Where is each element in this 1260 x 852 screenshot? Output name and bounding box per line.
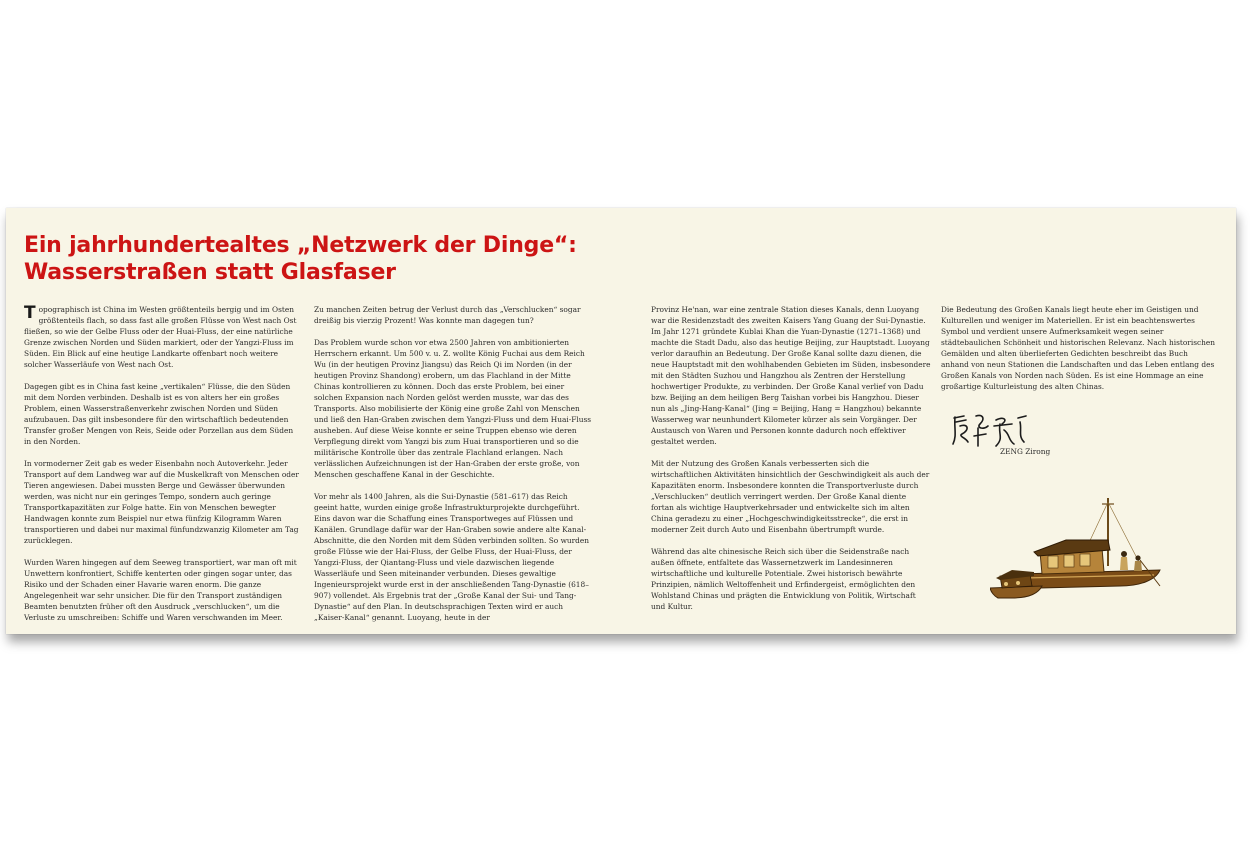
paragraph: In vormoderner Zeit gab es weder Eisenbahn noch Autoverkehr. Jeder Transport auf dem Landweg war auf die Muskelkraft von Menschen oder Tieren angewiesen. Dabei mussten Berge und Gewässer überwunden werden, was nicht nur ein geringes Tempo, sondern auch geringe Transportkapazitäten zur Folge hatte. Ein von Menschen bewegter Handwagen konnte zum Beispiel nur etwa fünfzig Kilogramm Waren transportieren und dabei nur maximal fünfundzwanzig Kilometer am Tag zurücklegen. xyxy=(24,459,299,545)
paragraph: Topographisch ist China im Westen größtenteils bergig und im Osten größtenteils flach, so dass fast alle großen Flüsse von West nach Ost fließen, so wie der Gelbe Fluss oder der Huai-Fluss, der eine natürliche Grenze zwischen Norden und Süden markiert, oder der Yangzi-Fluss im Süden. Ein Blick auf eine heutige Landkarte offenbart noch weitere solcher Wasserläufe von West nach Ost. xyxy=(24,303,297,369)
canal-boat-illustration xyxy=(990,496,1168,604)
paragraph: Provinz He'nan, war eine zentrale Station dieses Kanals, denn Luoyang war die Residenzstadt des zweiten Kaisers Yang Guang der Sui-Dynastie. Im Jahr 1271 gründete Kublai Khan die Yuan-Dynastie (1271–1368) und machte die Stadt Dadu, also das heutige Beijing, zur Hauptstadt. Luoyang verlor daraufhin an Bedeutung. Der Große Kanal sollte dazu dienen, die neue Hauptstadt mit den wohlhabenden Gebieten im Süden, insbesondere mit den Städten Suzhou und Hangzhou als Zentren der Herstellung hochwertiger Produkte, zu verbinden. Der Große Kanal verlief von Dadu bzw. Beijing an dem heiligen Berg Taishan vorbei bis Hangzhou. Dieser nun als „Jing-Hang-Kanal“ (Jing = Beijing, Hang = Hangzhou) bekannte Wasserweg war neunhundert Kilometer kürzer als sein Vorgänger. Der Austausch von Waren und Personen konnte dadurch noch effektiver gestaltet werden. xyxy=(651,305,931,446)
brochure-page xyxy=(6,208,1236,634)
paragraph: Während das alte chinesische Reich sich über die Seidenstraße nach außen öffnete, entfaltete das Wassernetzwerk im Landesinneren wirtschaftliche und kulturelle Potentiale. Zwei historisch bewährte Prinzipien, nämlich Weltoffenheit und Erfindergeist, ermöglichten den Wohlstand Chinas und prägten die Entwicklung von Politik, Wirtschaft und Kultur. xyxy=(651,547,916,611)
paragraph: Vor mehr als 1400 Jahren, als die Sui-Dynastie (581–617) das Reich geeint hatte, wurden einige große Infrastrukturprojekte durchgeführt. Eins davon war die Schaffung eines Transportweges auf Flüssen und Kanälen. Grundlage dafür war der Han-Graben sowie andere alte Kanal-Abschnitte, die den Norden mit dem Süden verbinden sollten. So wurden große Flüsse wie der Hai-Fluss, der Gelbe Fluss, der Huai-Fluss, der Yangzi-Fluss, der Qiantang-Fluss und viele dazwischen liegende Wasserläufe und Seen miteinander verbunden. Dieses gewaltige Ingenieursprojekt wurde erst in der anschließenden Tang-Dynastie (618–907) vollendet. Als Ergebnis trat der „Große Kanal der Sui- und Tang-Dynastie“ auf den Plan. In deutschsprachigen Texten wird er auch „Kaiser-Kanal“ genannt. Luoyang, heute in der xyxy=(314,492,590,622)
signature-name: ZENG Zirong xyxy=(1000,447,1051,456)
text-column-2 xyxy=(314,304,592,634)
paragraph: Mit der Nutzung des Großen Kanals verbesserten sich die wirtschaftlichen Aktivitäten hinsichtlich der Geschwindigkeit als auch der Kapazitäten enorm. Insbesondere konnten die Transportverluste durch „Verschlucken“ deutlich verringert werden. Der Große Kanal diente fortan als wichtige Hauptverkehrsader und entwickelte sich im alten China geradezu zu einer „Hochgeschwindigkeitsstrecke“, die erst in moderner Zeit durch Auto und Eisenbahn übertrumpft wurde. xyxy=(651,459,930,534)
page-title xyxy=(24,232,577,286)
drop-cap: T xyxy=(24,303,36,323)
title-line-1: Ein jahrhundertealtes „Netzwerk der Dinge“: xyxy=(24,233,577,258)
paragraph: Dagegen gibt es in China fast keine „vertikalen“ Flüsse, die den Süden mit dem Norden verbinden. Deshalb ist es von alters her ein großes Problem, einen Wasserstraßenverkehr zwischen Norden und Süden aufzubauen. Das gilt insbesondere für den wirtschaftlich bedeutenden Transfer großer Mengen von Reis, Seide oder Porzellan aus dem Süden in den Norden. xyxy=(24,382,294,446)
text-column-3 xyxy=(651,304,931,623)
text-column-1 xyxy=(24,304,302,634)
paragraph: Wurden Waren hingegen auf dem Seeweg transportiert, war man oft mit Unwettern konfrontiert, Schiffe kenterten oder gingen sogar unter, das Risiko und der Schaden einer Havarie waren enorm. Die ganze Angelegenheit war sehr unsicher. Die für den Transport zuständigen Beamten benutzten früher oft den Ausdruck „verschlucken“, um die Verluste zu umschreiben: Schiffe und Waren verschwanden im Meer. xyxy=(24,558,297,622)
title-line-2: Wasserstraßen statt Glasfaser xyxy=(24,260,396,285)
text-column-4 xyxy=(941,304,1216,403)
handwritten-signature xyxy=(948,408,1030,452)
paragraph: Das Problem wurde schon vor etwa 2500 Jahren von ambitionierten Herrschern erkannt. Um 500 v. u. Z. wollte König Fuchai aus dem Reich Wu (in der heutigen Provinz Jiangsu) das Reich Qi im Norden (in der heutigen Provinz Shandong) erobern, um das Flachland in der Mitte Chinas kontrollieren zu können. Doch das erste Problem, bei einer solchen Expansion nach Norden gelöst werden musste, war das des Transports. Also mobilisierte der König eine große Zahl von Menschen und ließ den Han-Graben zwischen dem Yangzi-Fluss und dem Huai-Fluss ausheben. Auf diese Weise konnte er seine Truppen ebenso wie deren Verpflegung direkt vom Yangzi bis zum Huai transportieren und so die militärische Kontrolle über das zentrale Flachland erlangen. Nach verlässlichen Aufzeichnungen ist der Han-Graben der erste große, von Menschen geschaffene Kanal in der Geschichte. xyxy=(314,338,592,479)
paragraph: Die Bedeutung des Großen Kanals liegt heute eher im Geistigen und Kulturellen und weniger im Materiellen. Er ist ein beachtenswertes Symbol und verdient unsere Aufmerksamkeit wegen seiner städtebaulichen Schönheit und historischen Relevanz. Nach historischen Gemälden und alten überlieferten Gedichten beschreibt das Buch anhand von neun Stationen die Landschaften und das Leben entlang des Großen Kanals von Norden nach Süden. Es ist eine Hommage an eine großartige Kulturleistung des alten Chinas. xyxy=(941,305,1216,391)
paragraph: Zu manchen Zeiten betrug der Verlust durch das „Verschlucken“ sogar dreißig bis vierzig Prozent! Was konnte man dagegen tun? xyxy=(314,305,581,325)
